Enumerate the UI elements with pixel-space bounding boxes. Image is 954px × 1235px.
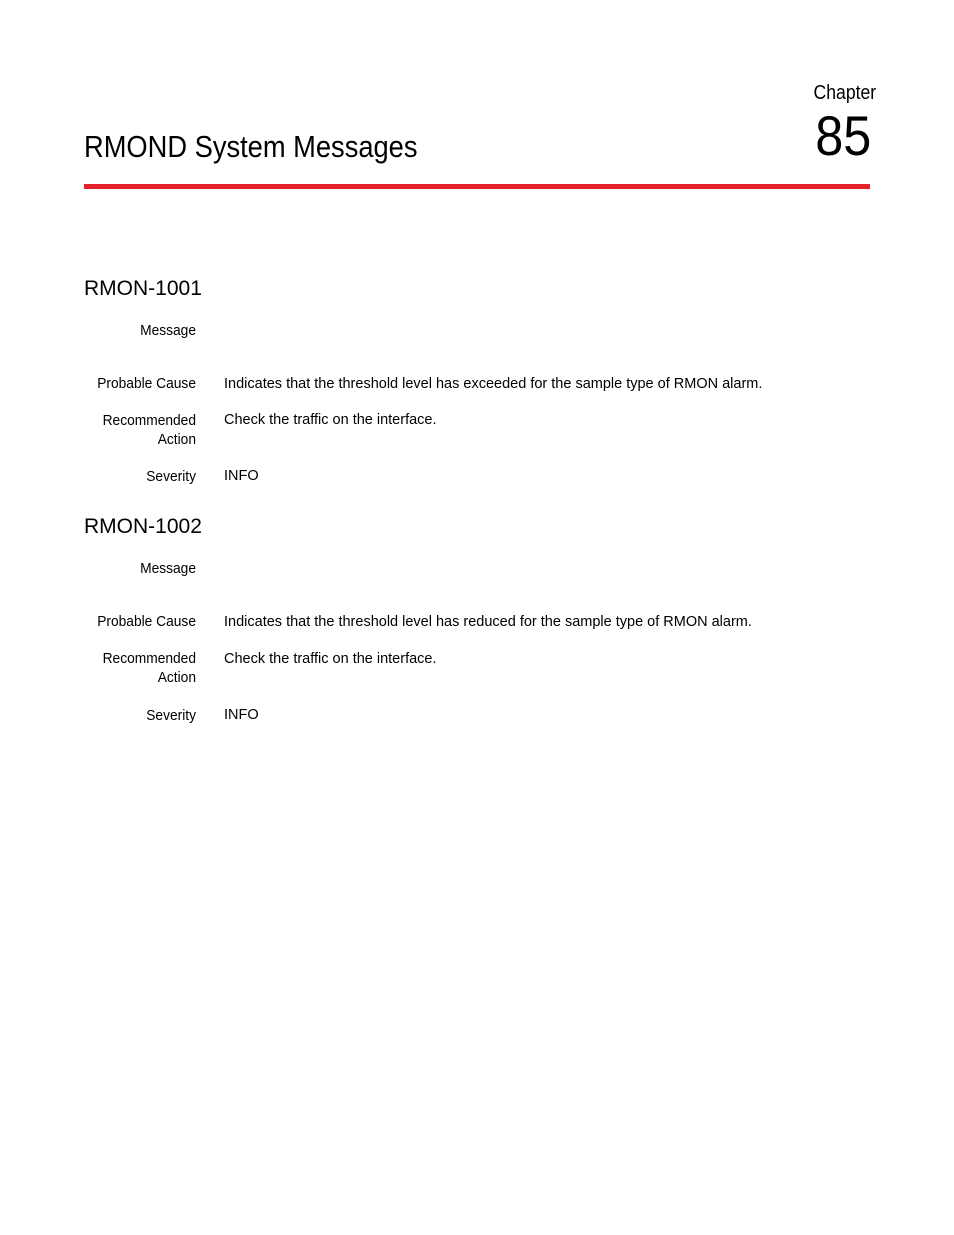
recommended-action-value: Check the traffic on the interface. <box>224 412 437 428</box>
severity-label: Severity <box>146 708 196 724</box>
recommended-action-label-line2: Action <box>157 432 196 448</box>
chapter-number: 85 <box>814 104 871 167</box>
recommended-action-label-line1: Recommended <box>102 413 196 429</box>
severity-value: INFO <box>224 468 259 484</box>
recommended-action-label-line1: Recommended <box>102 651 196 667</box>
title-rule <box>84 184 870 189</box>
severity-label: Severity <box>146 469 196 485</box>
section-heading: RMON-1001 <box>84 277 202 300</box>
section-heading: RMON-1002 <box>84 515 202 538</box>
message-label: Message <box>140 323 196 339</box>
recommended-action-label-line2: Action <box>157 670 196 686</box>
probable-cause-label: Probable Cause <box>97 614 196 630</box>
message-label: Message <box>140 561 196 577</box>
chapter-title: RMOND System Messages <box>84 129 418 164</box>
probable-cause-label: Probable Cause <box>97 376 196 392</box>
severity-value: INFO <box>224 707 259 723</box>
probable-cause-value: Indicates that the threshold level has reduced for the sample type of RMON alarm. <box>224 614 752 630</box>
message-section-rmon-1001 <box>84 278 870 493</box>
probable-cause-value: Indicates that the threshold level has exceeded for the sample type of RMON alarm. <box>224 376 763 392</box>
chapter-label: Chapter <box>813 82 876 104</box>
message-section-rmon-1002 <box>84 516 870 731</box>
recommended-action-value: Check the traffic on the interface. <box>224 651 437 667</box>
